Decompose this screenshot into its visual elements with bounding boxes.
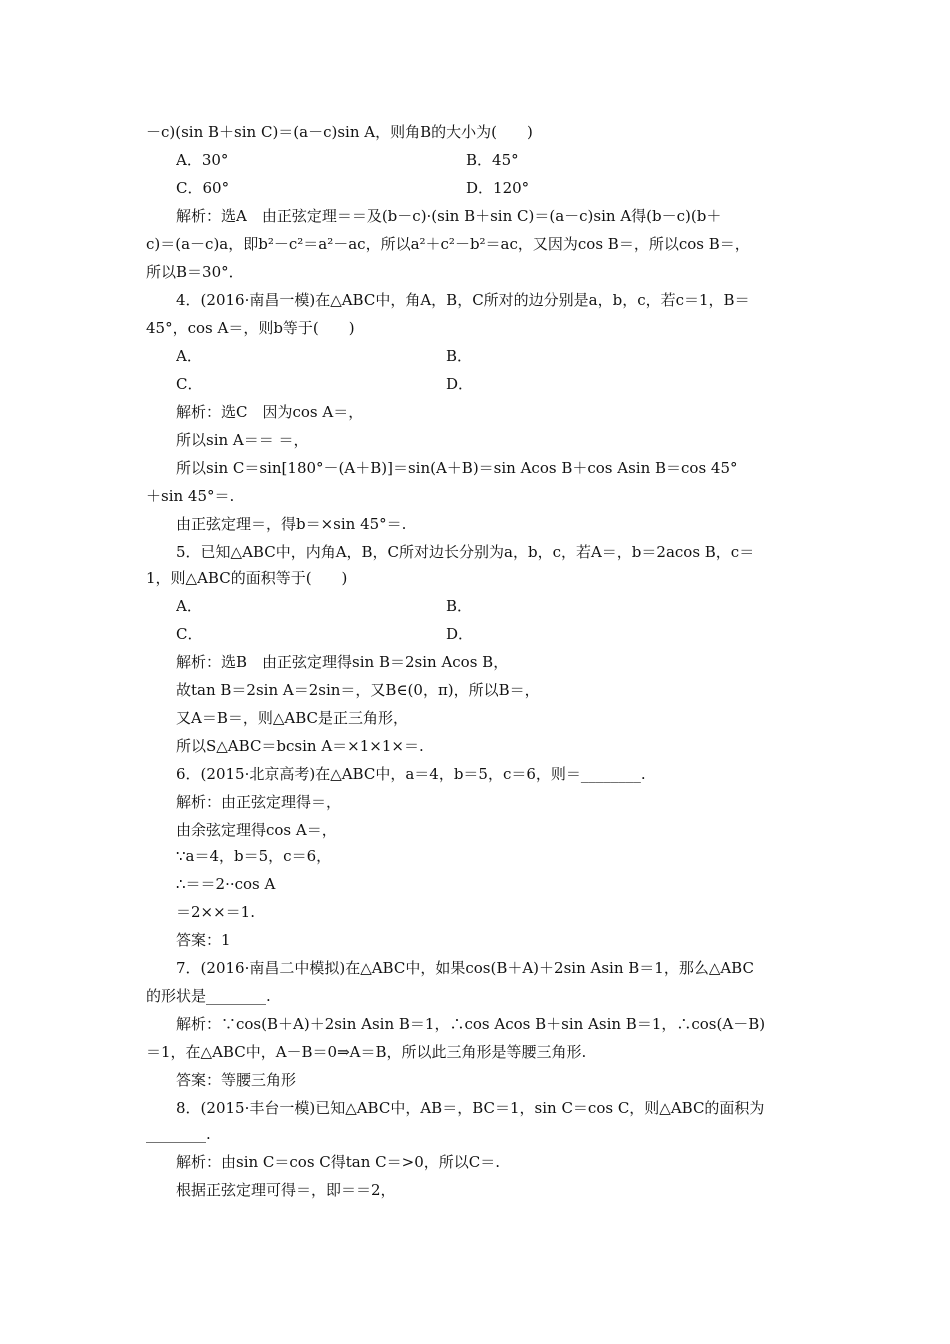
text-line: 又A＝B＝，则△ABC是正三角形， bbox=[176, 709, 409, 727]
question-8: 8．(2015·丰台一模)已知△ABC中，AB＝，BC＝1，sin C＝cos C，则△ABC的面积为 bbox=[176, 1099, 765, 1117]
answer-line: 答案：等腰三角形 bbox=[176, 1071, 297, 1089]
text-line: 解析：由sin C＝cos C得tan C＝>0，所以C＝. bbox=[176, 1153, 501, 1171]
option-a: A． bbox=[176, 597, 202, 615]
text-line: 所以sin A＝＝ ＝， bbox=[176, 431, 309, 449]
option-b: B． bbox=[446, 597, 473, 615]
option-b: B．45° bbox=[466, 151, 519, 169]
text-line: ＝1，在△ABC中，A－B＝0⇒A＝B，所以此三角形是等腰三角形. bbox=[146, 1043, 587, 1061]
option-d: D． bbox=[446, 625, 474, 643]
question-4: 4．(2016·南昌一模)在△ABC中，角A，B，C所对的边分别是a，b，c，若c＝1，B＝ bbox=[176, 291, 750, 309]
option-d: D． bbox=[446, 375, 474, 393]
text-line: ________. bbox=[146, 1125, 211, 1143]
text-line: 解析：选A 由正弦定理＝＝及(b－c)·(sin B＋sin C)＝(a－c)sin A得(b－c)(b＋ bbox=[176, 207, 722, 225]
text-line: 45°，cos A＝，则b等于( ) bbox=[146, 319, 355, 337]
option-a: A． bbox=[176, 347, 202, 365]
question-7: 7．(2016·南昌二中模拟)在△ABC中，如果cos(B＋A)＋2sin Asin B＝1，那么△ABC bbox=[176, 959, 754, 977]
question-6: 6．(2015·北京高考)在△ABC中，a＝4，b＝5，c＝6，则＝________. bbox=[176, 765, 646, 783]
answer-line: 答案：1 bbox=[176, 931, 231, 949]
option-d: D．120° bbox=[466, 179, 530, 197]
text-line: ＋sin 45°＝. bbox=[146, 487, 235, 505]
text-line: ＝2××＝1. bbox=[176, 903, 255, 921]
text-line: 1，则△ABC的面积等于( ) bbox=[146, 569, 348, 587]
text-line: 所以B＝30°． bbox=[146, 263, 244, 281]
text-line: ∴＝＝2··cos A bbox=[176, 875, 276, 893]
text-line: 解析：由正弦定理得＝， bbox=[176, 793, 342, 811]
text-line: 由余弦定理得cos A＝， bbox=[176, 821, 337, 839]
question-5: 5．已知△ABC中，内角A，B，C所对边长分别为a，b，c，若A＝，b＝2acos B，c＝ bbox=[176, 543, 755, 561]
text-line: 所以sin C＝sin[180°－(A＋B)]＝sin(A＋B)＝sin Acos B＋cos Asin B＝cos 45° bbox=[176, 459, 738, 477]
text-line: －c)(sin B＋sin C)＝(a－c)sin A，则角B的大小为( ) bbox=[146, 123, 533, 141]
text-line: 解析：∵cos(B＋A)＋2sin Asin B＝1，∴cos Acos B＋sin Asin B＝1，∴cos(A－B) bbox=[176, 1015, 766, 1033]
text-line: 根据正弦定理可得＝，即＝＝2， bbox=[176, 1181, 396, 1199]
text-line: c)＝(a－c)a，即b²－c²＝a²－ac，所以a²＋c²－b²＝ac，又因为cos B＝，所以cos B＝， bbox=[146, 235, 750, 253]
text-line: 解析：选B 由正弦定理得sin B＝2sin Acos B， bbox=[176, 653, 509, 671]
text-line: 解析：选C 因为cos A＝， bbox=[176, 403, 364, 421]
option-c: C． bbox=[176, 375, 203, 393]
option-b: B． bbox=[446, 347, 473, 365]
option-a: A．30° bbox=[176, 151, 229, 169]
option-c: C．60° bbox=[176, 179, 230, 197]
text-line: 的形状是________. bbox=[146, 987, 271, 1005]
option-c: C． bbox=[176, 625, 203, 643]
text-line: ∵a＝4，b＝5，c＝6， bbox=[176, 847, 332, 865]
text-line: 由正弦定理＝，得b＝×sin 45°＝. bbox=[176, 515, 407, 533]
text-line: 故tan B＝2sin A＝2sin＝，又B∈(0，π)，所以B＝， bbox=[176, 681, 540, 699]
text-line: 所以S△ABC＝bcsin A＝×1×1×＝. bbox=[176, 737, 424, 755]
